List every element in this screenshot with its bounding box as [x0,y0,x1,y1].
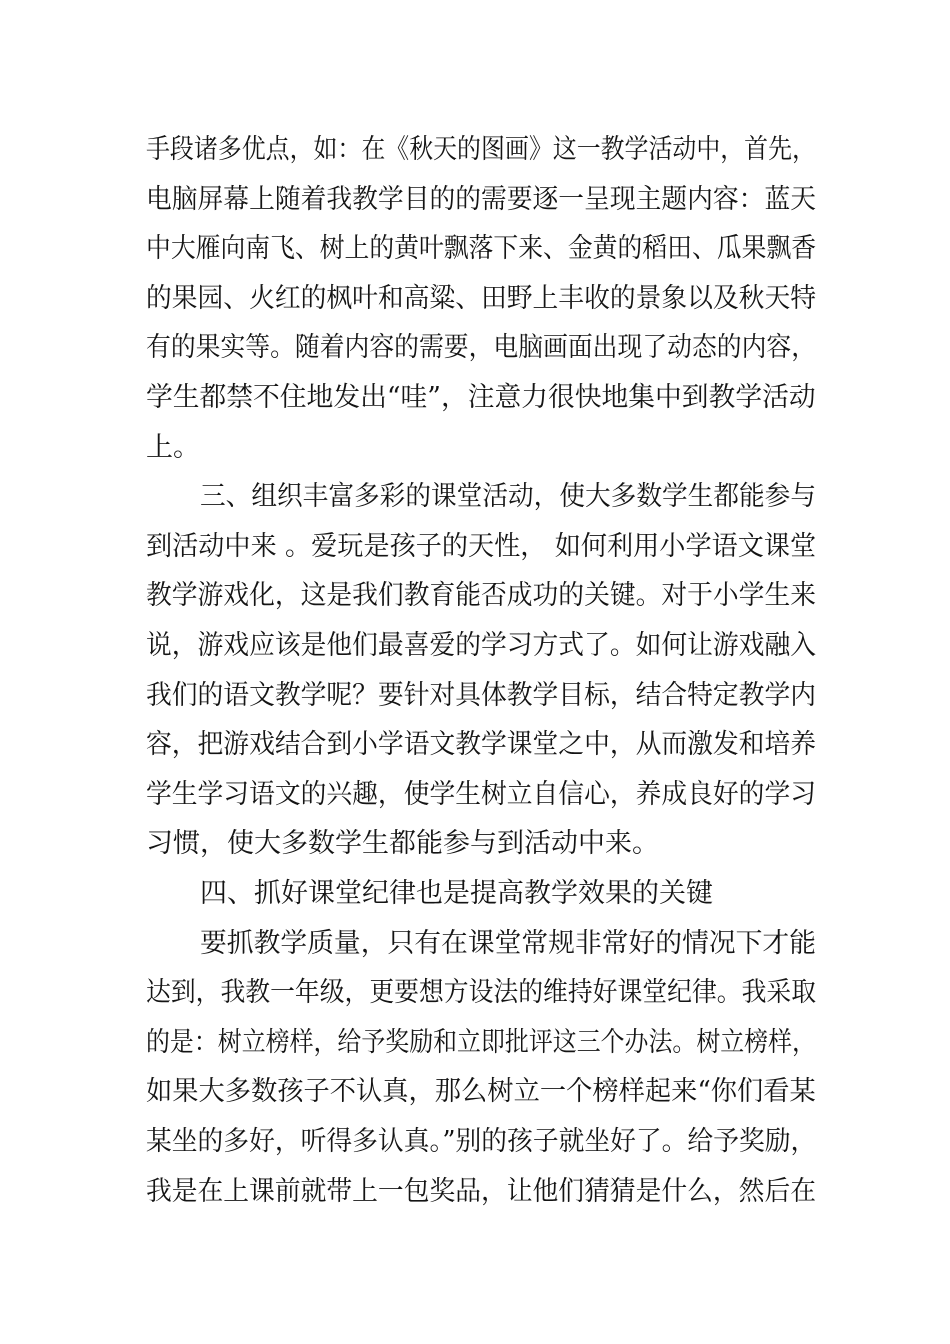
text-line: 如果大多数孩子不认真，那么树立一个榜样起来“你们看某 [146,1076,816,1108]
text-line: 四、抓好课堂纪律也是提高教学效果的关键 [200,878,713,909]
text-line: 手段诸多优点，如：在《秋天的图画》这一教学活动中，首先， [146,134,816,165]
text-line: 中大雁向南飞、树上的黄叶飘落下来、金黄的稻田、瓜果飘香 [146,233,817,265]
text-line: 有的果实等。随着内容的需要，电脑画面出现了动态的内容， [146,332,817,364]
text-line: 的是：树立榜样，给予奖励和立即批评这三个办法。树立榜样， [146,1026,816,1058]
text-line: 我们的语文教学呢？要针对具体教学目标，结合特定教学内 [146,679,816,711]
text-line: 学生都禁不住地发出“哇”，注意力很快地集中到教学活动 [146,382,816,413]
text-line: 电脑屏幕上随着我教学目的的需要逐一呈现主题内容：蓝天 [146,183,816,215]
text-line: 我是在上课前就带上一包奖品，让他们猜猜是什么，然后在 [146,1175,816,1207]
text-line: 三、组织丰富多彩的课堂活动，使大多数学生都能参与 [200,481,816,513]
text-line: 上。 [146,431,200,463]
text-line: 习惯，使大多数学生都能参与到活动中来。 [146,828,659,860]
text-line: 到活动中来 。爱玩是孩子的天性， 如何利用小学语文课堂 [146,530,817,562]
text-line: 某坐的多好，听得多认真。”别的孩子就坐好了。给予奖励， [146,1126,817,1157]
text-line: 要抓教学质量，只有在课堂常规非常好的情况下才能 [200,927,816,959]
text-line: 学生学习语文的兴趣，使学生树立自信心，养成良好的学习 [146,778,816,810]
text-line: 说，游戏应该是他们最喜爱的学习方式了。如何让游戏融入 [146,630,816,661]
text-line: 达到，我教一年级，更要想方设法的维持好课堂纪律。我采取 [146,977,817,1009]
text-line: 教学游戏化，这是我们教育能否成功的关键。对于小学生来 [146,580,816,612]
text-line: 容，把游戏结合到小学语文教学课堂之中，从而激发和培养 [146,729,816,761]
text-line: 的果园、火红的枫叶和高粱、田野上丰收的景象以及秋天特 [146,282,816,314]
